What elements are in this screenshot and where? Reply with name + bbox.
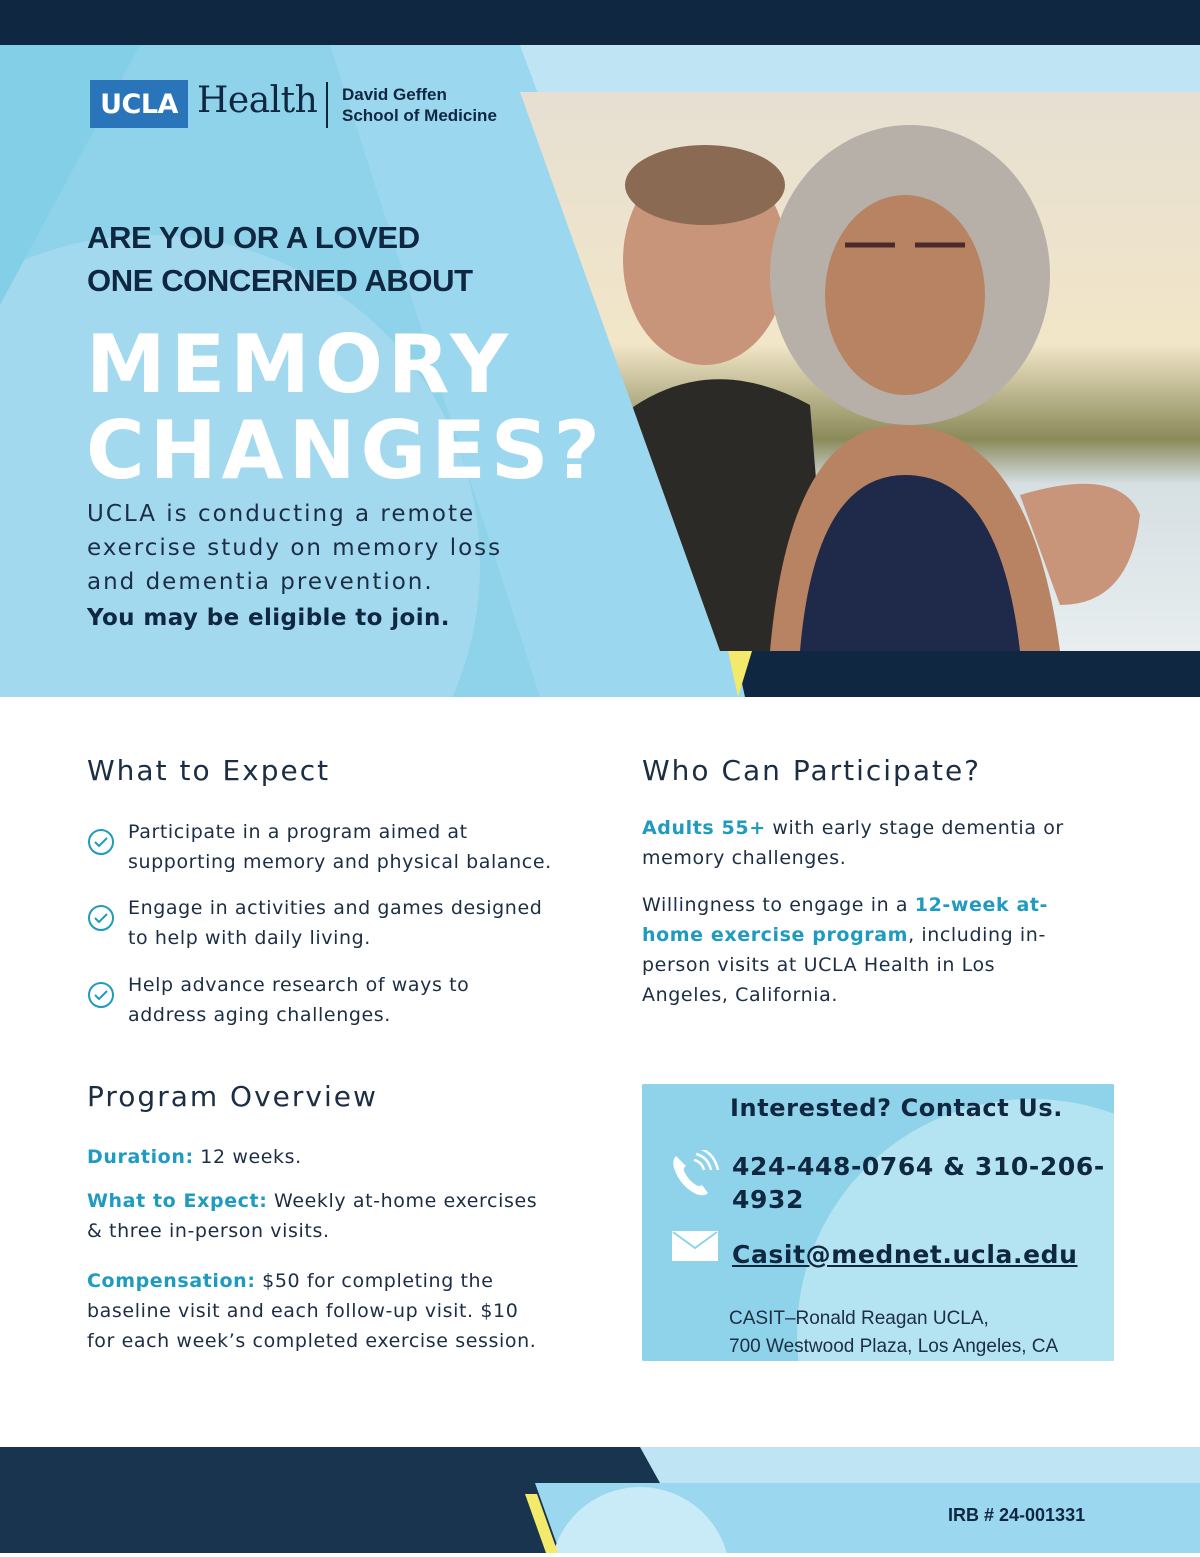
who-p2-line-1-start: Willingness to engage in a bbox=[642, 894, 915, 916]
compensation bbox=[87, 1266, 536, 1356]
expect-item-1-line-1: Participate in a program aimed at bbox=[128, 821, 468, 843]
contact-email-link[interactable]: Casit@mednet.ucla.edu bbox=[732, 1240, 1078, 1269]
expect-item-3-line-1: Help advance research of ways to bbox=[128, 974, 470, 996]
program-highlight-1: 12-week at- bbox=[914, 894, 1049, 916]
check-circle-icon bbox=[87, 904, 115, 932]
school-line-1: David Geffen bbox=[342, 85, 447, 104]
compensation-line-2: baseline visit and each follow-up visit. $10 bbox=[87, 1300, 519, 1322]
hero-title-line-2: CHANGES? bbox=[86, 404, 605, 497]
overview-expect-value-2: & three in-person visits. bbox=[87, 1220, 330, 1242]
check-circle-icon bbox=[87, 981, 115, 1009]
irb-number: IRB # 24-001331 bbox=[948, 1505, 1086, 1525]
footer bbox=[0, 1447, 1200, 1553]
expect-item-2-line-1: Engage in activities and games designed bbox=[128, 897, 543, 919]
hero-title-line-1: MEMORY bbox=[86, 318, 514, 411]
school-line-2: School of Medicine bbox=[342, 106, 497, 125]
contact-address bbox=[729, 1305, 1058, 1361]
expect-item-2-line-2: to help with daily living. bbox=[128, 927, 371, 949]
program-highlight-2: home exercise program bbox=[642, 924, 909, 946]
envelope-icon bbox=[671, 1230, 719, 1262]
expect-item-1 bbox=[128, 817, 552, 877]
expect-item-2 bbox=[128, 893, 542, 953]
school-name bbox=[342, 84, 497, 126]
address-line-2: 700 Westwood Plaza, Los Angeles, CA bbox=[729, 1336, 1059, 1357]
hero-question-line-1: ARE YOU OR A LOVED bbox=[87, 220, 420, 255]
phone-line-2[interactable]: 4932 bbox=[732, 1185, 804, 1214]
hero-description bbox=[87, 497, 502, 599]
who-p2-line-2-rest: , including in- bbox=[908, 924, 1046, 946]
who-can-participate-heading: Who Can Participate? bbox=[642, 754, 982, 787]
compensation-label: Compensation: bbox=[87, 1270, 256, 1292]
overview-expect bbox=[87, 1186, 537, 1246]
contact-phone[interactable] bbox=[732, 1150, 1105, 1216]
top-banner-bar bbox=[0, 0, 1200, 45]
who-paragraph-1 bbox=[642, 813, 1064, 873]
hero-desc-line-3: and dementia prevention. bbox=[87, 569, 434, 595]
who-p2-line-3: person visits at UCLA Health in Los bbox=[642, 954, 996, 976]
duration-line bbox=[87, 1142, 302, 1172]
program-overview-heading: Program Overview bbox=[87, 1080, 378, 1113]
expect-item-3 bbox=[128, 970, 469, 1030]
logo-divider bbox=[326, 82, 328, 128]
what-to-expect-heading: What to Expect bbox=[87, 754, 331, 787]
expect-item-1-line-2: supporting memory and physical balance. bbox=[128, 851, 552, 873]
who-paragraph-2 bbox=[642, 890, 1048, 1010]
hero-desc-line-2: exercise study on memory loss bbox=[87, 535, 503, 561]
hero-question-line-2: ONE CONCERNED ABOUT bbox=[87, 263, 473, 298]
phone-line-1[interactable]: 424-448-0764 & 310-206- bbox=[732, 1152, 1105, 1181]
health-logo-text: Health bbox=[197, 80, 318, 121]
check-circle-icon bbox=[87, 828, 115, 856]
overview-expect-label: What to Expect: bbox=[87, 1190, 268, 1212]
who-p1-line-1-rest: with early stage dementia or bbox=[765, 817, 1064, 839]
contact-title: Interested? Contact Us. bbox=[730, 1094, 1063, 1122]
address-line-1: CASIT–Ronald Reagan UCLA, bbox=[729, 1308, 989, 1329]
hero-desc-line-1: UCLA is conducting a remote bbox=[87, 501, 476, 527]
duration-label: Duration: bbox=[87, 1146, 194, 1168]
duration-value: 12 weeks. bbox=[193, 1146, 302, 1168]
compensation-line-3: for each week’s completed exercise session. bbox=[87, 1330, 537, 1352]
eligibility-statement: You may be eligible to join. bbox=[87, 605, 450, 631]
expect-item-3-line-2: address aging challenges. bbox=[128, 1004, 391, 1026]
footer-shapes bbox=[0, 1447, 1200, 1553]
overview-expect-value-1: Weekly at-home exercises bbox=[267, 1190, 538, 1212]
adults-highlight: Adults 55+ bbox=[642, 817, 766, 839]
hero-title bbox=[86, 318, 605, 497]
hero-question bbox=[87, 216, 473, 302]
who-p1-line-2: memory challenges. bbox=[642, 847, 847, 869]
phone-icon bbox=[668, 1150, 720, 1200]
ucla-logo-box: UCLA bbox=[90, 80, 188, 128]
who-p2-line-4: Angeles, California. bbox=[642, 984, 838, 1006]
compensation-line-1-rest: $50 for completing the bbox=[255, 1270, 494, 1292]
